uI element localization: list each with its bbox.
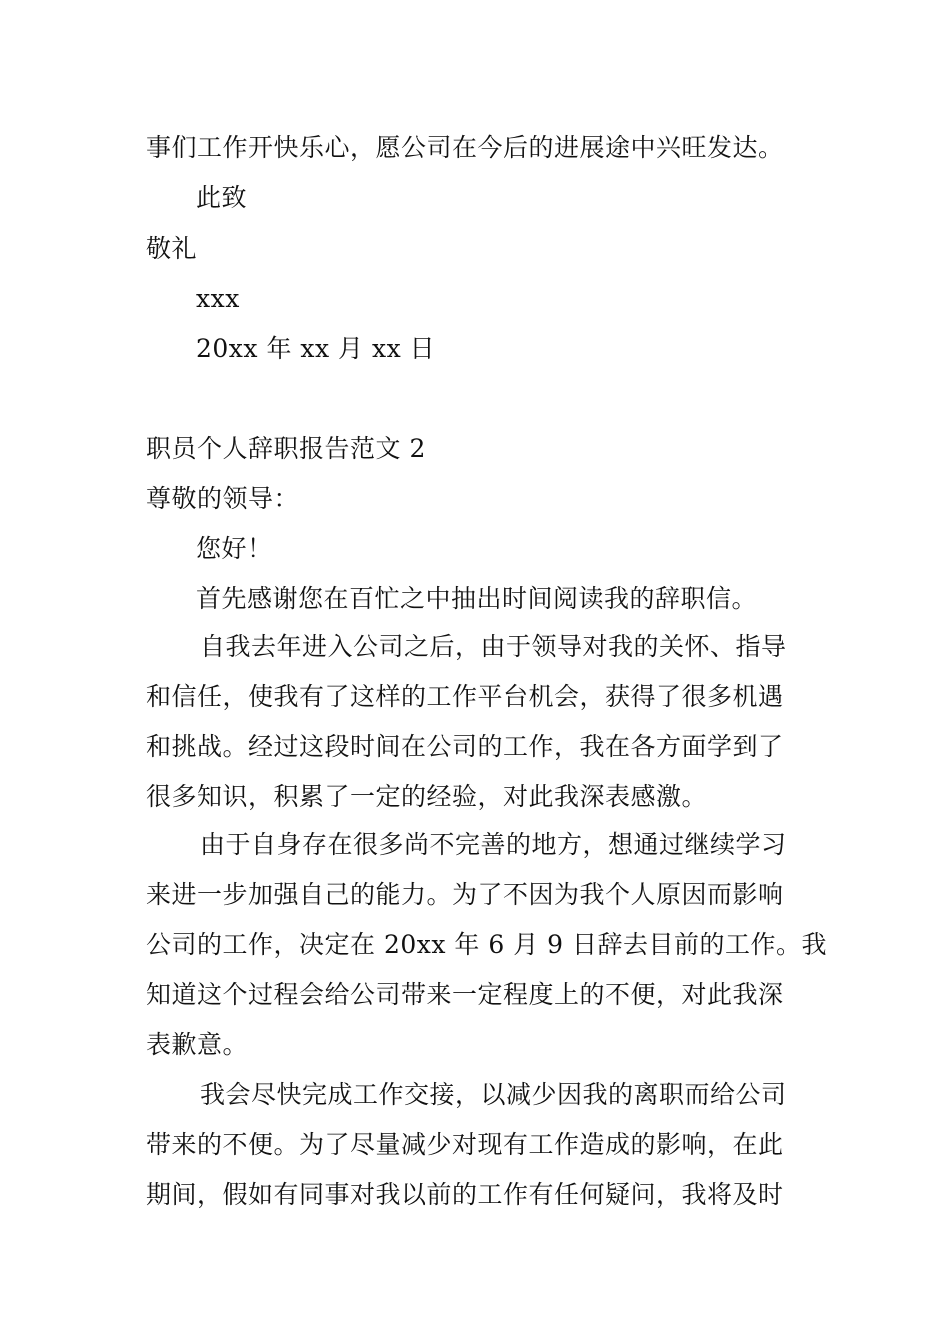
text-line-greeting-hello: 您好！ (196, 534, 273, 563)
text-line-closing-wish: 事们工作开快乐心，愿公司在今后的进展途中兴旺发达。 (146, 133, 784, 162)
paragraph-1-line-4: 很多知识，积累了一定的经验，对此我深表感激。 (146, 782, 708, 811)
paragraph-3-line-2: 带来的不便。为了尽量减少对现有工作造成的影响，在此 (146, 1130, 784, 1159)
paragraph-1-line-3: 和挑战。经过这段时间在公司的工作，我在各方面学到了 (146, 732, 784, 761)
text-line-salutation-ci-zhi: 此致 (196, 183, 248, 212)
text-line-signature-name: xxx (196, 284, 240, 313)
paragraph-2-line-3: 公司的工作，决定在 20xx 年 6 月 9 日辞去目前的工作。我 (146, 930, 828, 959)
paragraph-2-line-4: 知道这个过程会给公司带来一定程度上的不便，对此我深 (146, 980, 784, 1009)
paragraph-2-line-1: 由于自身存在很多尚不完善的地方，想通过继续学习 (200, 830, 787, 859)
paragraph-1-line-1: 自我去年进入公司之后，由于领导对我的关怀、指导 (200, 632, 787, 661)
text-line-salutation-jing-li: 敬礼 (146, 234, 198, 263)
paragraph-1-line-2: 和信任，使我有了这样的工作平台机会，获得了很多机遇 (146, 682, 784, 711)
section-title: 职员个人辞职报告范文 2 (146, 434, 426, 463)
paragraph-2-line-5: 表歉意。 (146, 1030, 249, 1059)
text-line-signature-date: 20xx 年 xx 月 xx 日 (196, 334, 436, 363)
text-line-thanks: 首先感谢您在百忙之中抽出时间阅读我的辞职信。 (196, 584, 758, 613)
paragraph-2-line-2: 来进一步加强自己的能力。为了不因为我个人原因而影响 (146, 880, 784, 909)
text-line-greeting-recipient: 尊敬的领导： (146, 484, 300, 513)
paragraph-3-line-1: 我会尽快完成工作交接，以减少因我的离职而给公司 (200, 1080, 787, 1109)
paragraph-3-line-3: 期间，假如有同事对我以前的工作有任何疑问，我将及时 (146, 1180, 784, 1209)
